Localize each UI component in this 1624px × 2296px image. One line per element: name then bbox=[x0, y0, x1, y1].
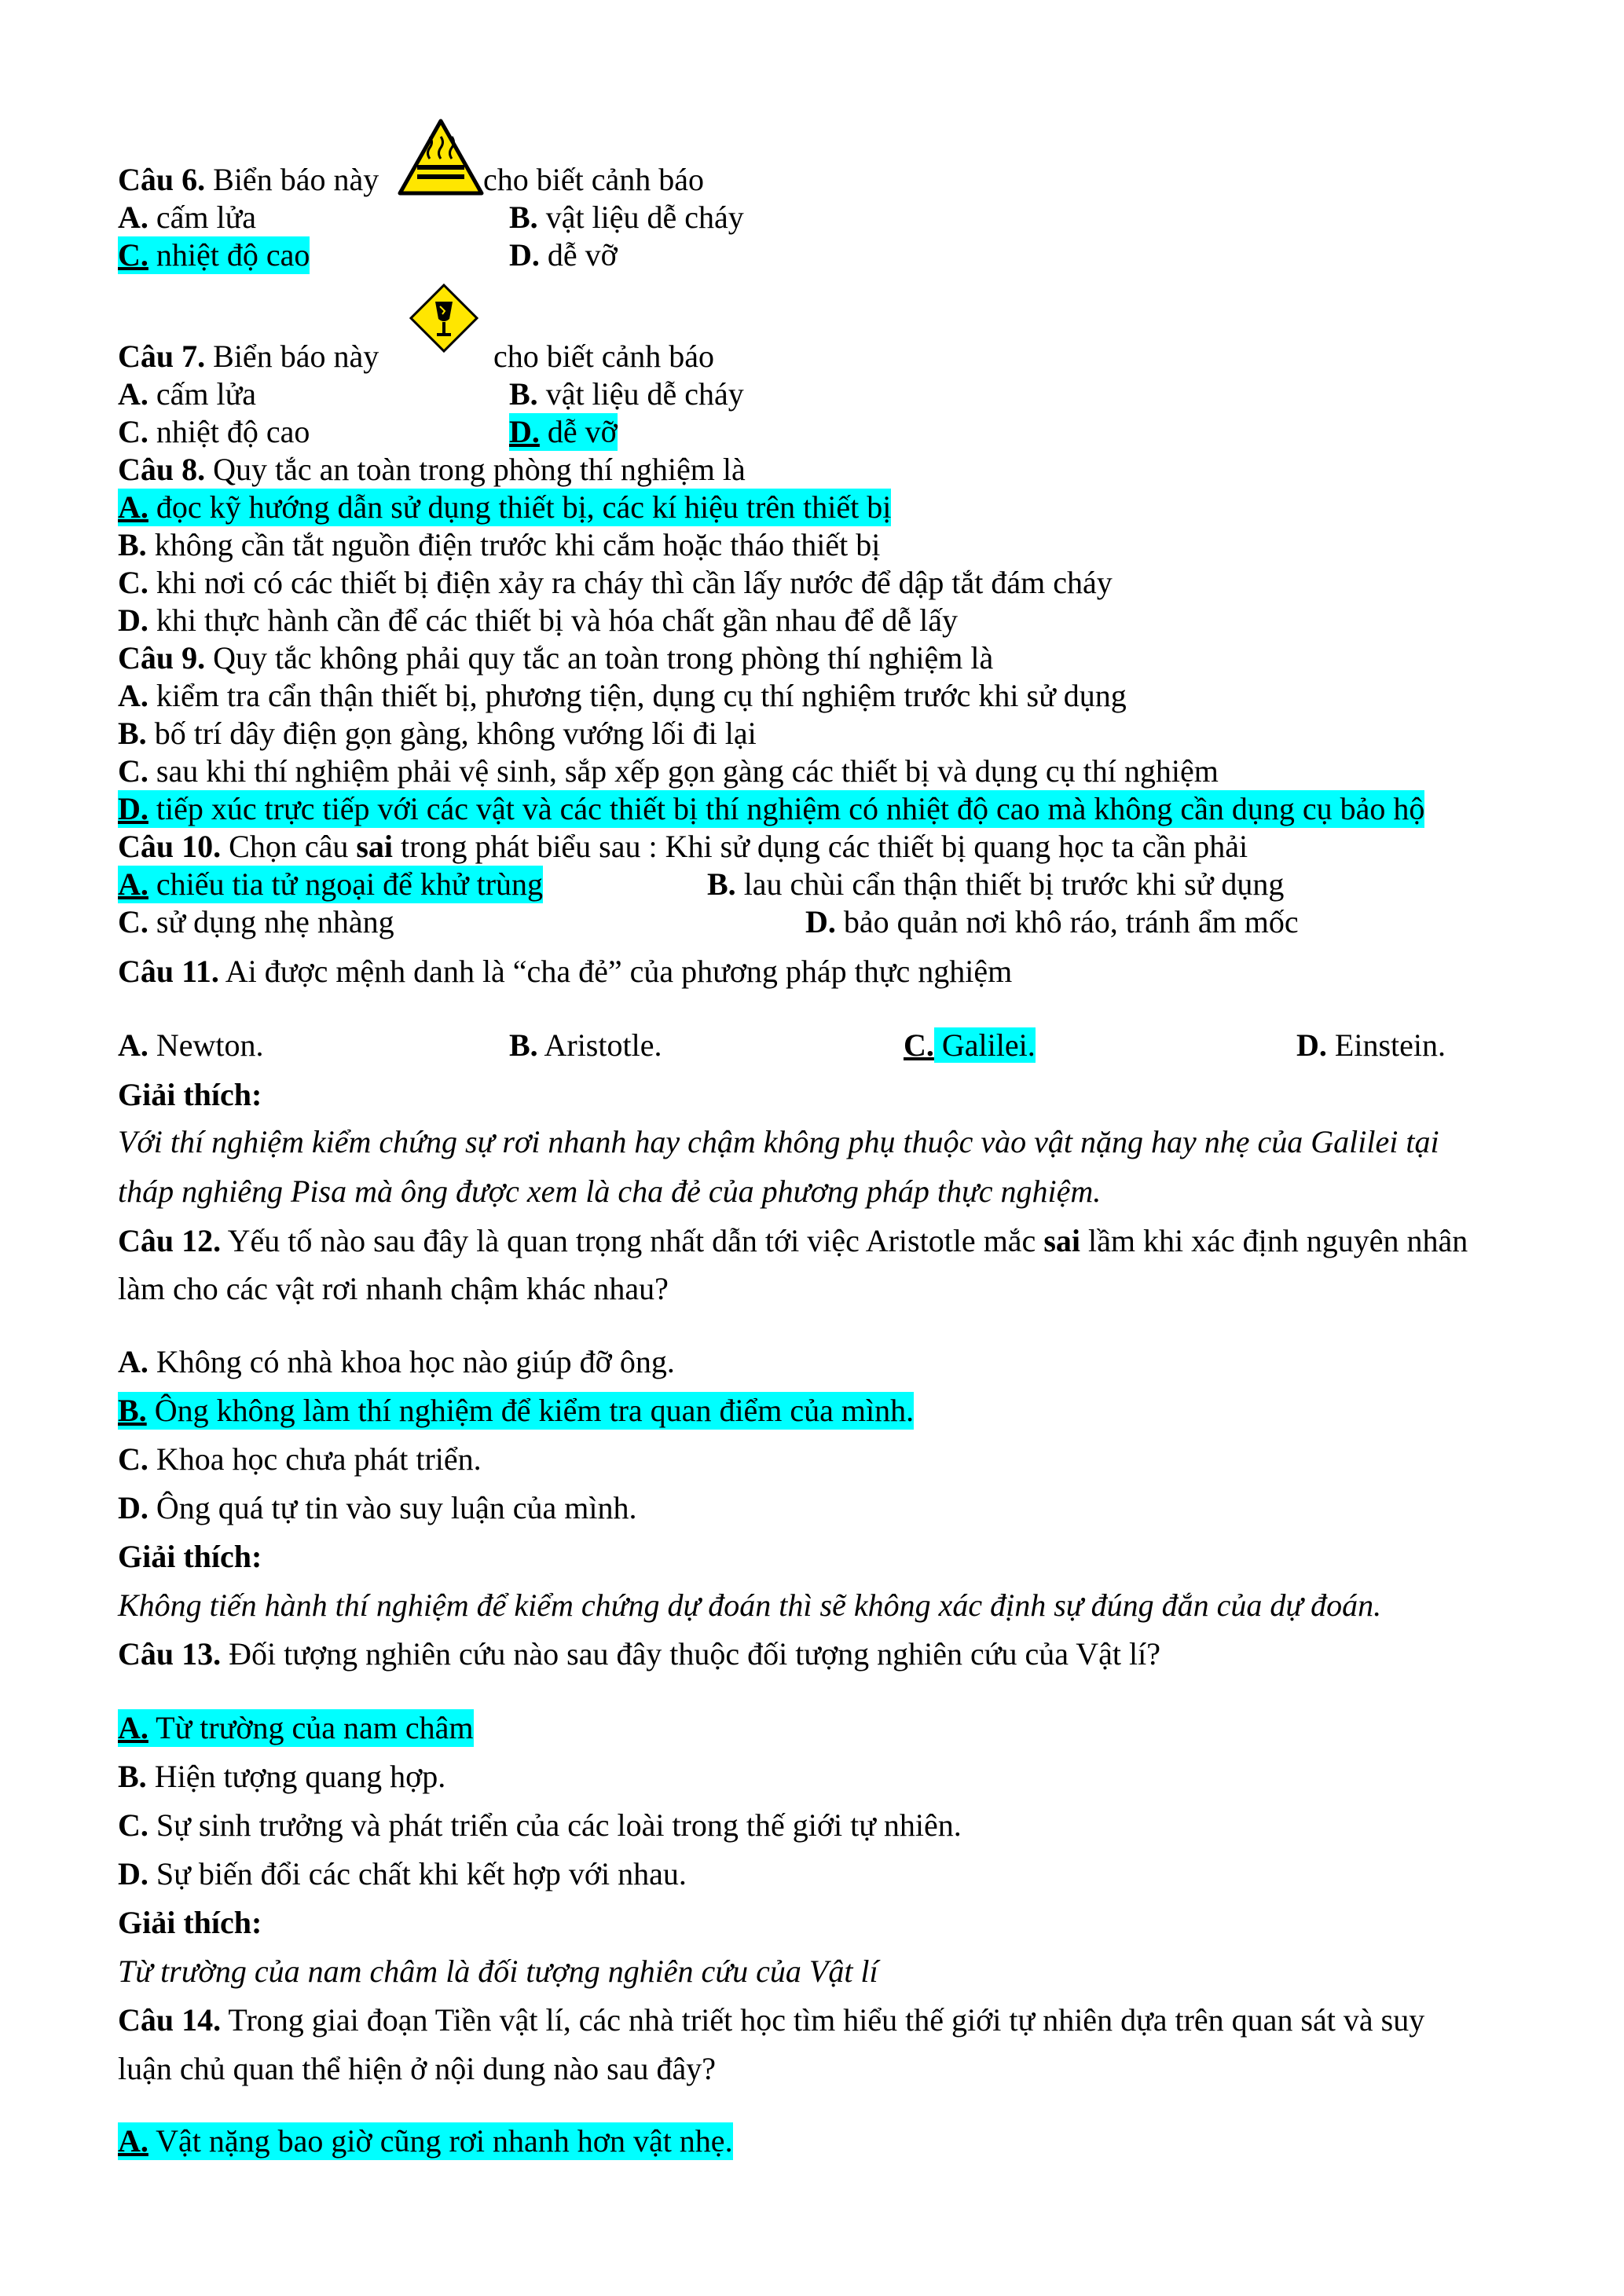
q12-label: Câu 12. bbox=[118, 1223, 222, 1258]
q8-b-text: không cần tắt nguồn điện trước khi cắm hoặc tháo thiết bị bbox=[146, 527, 881, 562]
hot-surface-warning-icon bbox=[397, 118, 485, 196]
q6-d-text: dễ vỡ bbox=[539, 237, 618, 273]
q7-label: Câu 7. bbox=[118, 339, 206, 374]
q6-d-label: D. bbox=[509, 237, 540, 273]
q11-d-label: D. bbox=[1296, 1027, 1327, 1063]
q10-a-label: A. bbox=[118, 866, 148, 902]
q10-option-a-correct bbox=[118, 866, 543, 903]
q12-c-label: C. bbox=[118, 1441, 148, 1477]
q7-b-text: vật liệu dễ cháy bbox=[537, 376, 744, 412]
q12-stem-text-2: lầm khi xác định nguyên nhân bbox=[1080, 1223, 1468, 1258]
q8-option-d bbox=[118, 602, 958, 639]
q7-stem bbox=[118, 338, 379, 375]
q7-d-text: dễ vỡ bbox=[539, 414, 618, 449]
q12-explain-label bbox=[118, 1538, 262, 1576]
q13-explain-line-1: Từ trường của nam châm là đối tượng nghiên cứu của Vật lí bbox=[118, 1954, 878, 1989]
q14-a-label: A. bbox=[118, 2123, 148, 2159]
q11-explain-line-2: tháp nghiêng Pisa mà ông được xem là cha đẻ của phương pháp thực nghiệm. bbox=[118, 1174, 1102, 1209]
q9-option-d-correct bbox=[118, 790, 1424, 828]
q6-option-c-correct bbox=[118, 236, 310, 274]
q14-stem-line-2: luận chủ quan thể hiện ở nội dung nào sau đây? bbox=[118, 2051, 716, 2086]
q10-option-b bbox=[707, 866, 1284, 903]
q9-d-label: D. bbox=[118, 791, 148, 826]
q9-b-label: B. bbox=[118, 716, 147, 751]
q14-stem bbox=[118, 2001, 1424, 2039]
q14-a-text: Vật nặng bao giờ cũng rơi nhanh hơn vật nhẹ. bbox=[148, 2123, 733, 2159]
q9-c-text: sau khi thí nghiệm phải vệ sinh, sắp xếp gọn gàng các thiết bị và dụng cụ thí nghiệm bbox=[148, 753, 1219, 789]
q11-stem-text: Ai được mệnh danh là “cha đẻ” của phương pháp thực nghiệm bbox=[218, 954, 1013, 989]
q10-b-label: B. bbox=[707, 866, 736, 902]
q9-label: Câu 9. bbox=[118, 640, 206, 676]
q8-d-text: khi thực hành cần để các thiết bị và hóa chất gần nhau để dễ lấy bbox=[148, 602, 959, 638]
q13-explain-label-text: Giải thích: bbox=[118, 1905, 262, 1940]
q12-d-text: Ông quá tự tin vào suy luận của mình. bbox=[148, 1490, 637, 1525]
q6-b-label: B. bbox=[509, 200, 538, 235]
q13-a-text: Từ trường của nam châm bbox=[148, 1710, 474, 1745]
q12-a-label: A. bbox=[118, 1344, 148, 1379]
q12-stem bbox=[118, 1222, 1468, 1260]
q8-option-c bbox=[118, 564, 1113, 602]
q11-b-label: B. bbox=[509, 1027, 538, 1063]
q9-stem bbox=[118, 639, 993, 677]
q8-a-text: đọc kỹ hướng dẫn sử dụng thiết bị, các kí hiệu trên thiết bị bbox=[148, 489, 892, 525]
q11-a-text: Newton. bbox=[148, 1027, 264, 1063]
q7-b-label: B. bbox=[509, 376, 538, 412]
q13-option-b bbox=[118, 1758, 445, 1796]
q9-d-text: tiếp xúc trực tiếp với các vật và các thiết bị thí nghiệm có nhiệt độ cao mà không cần dụng cụ bảo hộ bbox=[148, 791, 1425, 826]
q7-option-b bbox=[509, 375, 744, 413]
q7-option-a bbox=[118, 375, 256, 413]
fragile-glass-warning-icon bbox=[409, 283, 479, 353]
q10-label: Câu 10. bbox=[118, 829, 222, 864]
q11-a-label: A. bbox=[118, 1027, 148, 1063]
q7-option-d-correct bbox=[509, 413, 618, 451]
q9-option-b bbox=[118, 715, 757, 753]
q8-stem-text: Quy tắc an toàn trong phòng thí nghiệm là bbox=[205, 452, 746, 487]
q11-explain-label-text: Giải thích: bbox=[118, 1077, 262, 1112]
q7-c-text: nhiệt độ cao bbox=[148, 414, 310, 449]
q13-option-c bbox=[118, 1807, 962, 1844]
q13-stem bbox=[118, 1635, 1160, 1673]
q11-c-label: C. bbox=[904, 1027, 934, 1063]
q10-stem-bold: sai bbox=[356, 829, 394, 864]
q7-a-label: A. bbox=[118, 376, 148, 412]
q11-explain-line-1: Với thí nghiệm kiểm chứng sự rơi nhanh hay chậm không phụ thuộc vào vật nặng hay nhẹ của Galilei tại bbox=[118, 1124, 1439, 1159]
q9-option-a bbox=[118, 677, 1127, 715]
q8-c-text: khi nơi có các thiết bị điện xảy ra cháy thì cần lấy nước để dập tắt đám cháy bbox=[148, 565, 1113, 600]
q11-c-text: Galilei. bbox=[933, 1027, 1036, 1063]
q10-c-label: C. bbox=[118, 904, 148, 939]
q11-option-b bbox=[509, 1027, 662, 1064]
q10-option-d bbox=[805, 903, 1299, 941]
q10-b-text: lau chùi cẩn thận thiết bị trước khi sử dụng bbox=[735, 866, 1285, 902]
q12-b-label: B. bbox=[118, 1393, 147, 1428]
q11-b-text: Aristotle. bbox=[537, 1027, 662, 1063]
q13-a-label: A. bbox=[118, 1710, 148, 1745]
q12-d-label: D. bbox=[118, 1490, 148, 1525]
q7-option-c bbox=[118, 413, 310, 451]
q11-stem bbox=[118, 953, 1012, 991]
q6-option-a bbox=[118, 199, 256, 236]
q13-c-label: C. bbox=[118, 1807, 148, 1843]
q6-option-d bbox=[509, 236, 618, 274]
q6-stem-text: Biển báo này bbox=[205, 162, 379, 197]
q13-b-text: Hiện tượng quang hợp. bbox=[146, 1759, 446, 1794]
q11-label: Câu 11. bbox=[118, 954, 219, 989]
q13-label: Câu 13. bbox=[118, 1636, 222, 1672]
q7-stem-text: Biển báo này bbox=[205, 339, 379, 374]
q13-b-label: B. bbox=[118, 1759, 147, 1794]
q6-c-text: nhiệt độ cao bbox=[148, 237, 310, 273]
q10-stem-text-1: Chọn câu bbox=[221, 829, 357, 864]
q12-explain-line-1: Không tiến hành thí nghiệm để kiểm chứng dự đoán thì sẽ không xác định sự đúng đắn của dự đoán. bbox=[118, 1587, 1382, 1623]
q12-explain-label-text: Giải thích: bbox=[118, 1539, 262, 1574]
q8-label: Câu 8. bbox=[118, 452, 206, 487]
q6-b-text: vật liệu dễ cháy bbox=[537, 200, 744, 235]
q8-option-b bbox=[118, 526, 880, 564]
q6-a-label: A. bbox=[118, 200, 148, 235]
q9-b-text: bố trí dây điện gọn gàng, không vướng lối đi lại bbox=[146, 716, 757, 751]
q13-c-text: Sự sinh trưởng và phát triển của các loài trong thế giới tự nhiên. bbox=[148, 1807, 962, 1843]
q8-a-label: A. bbox=[118, 489, 148, 525]
q13-explain-label bbox=[118, 1904, 262, 1942]
q9-option-c bbox=[118, 753, 1219, 790]
q14-option-a-correct bbox=[118, 2122, 733, 2160]
q14-label: Câu 14. bbox=[118, 2002, 222, 2038]
q13-option-a-correct bbox=[118, 1709, 474, 1747]
q6-a-text: cấm lửa bbox=[148, 200, 257, 235]
q12-stem-bold: sai bbox=[1043, 1223, 1080, 1258]
q9-c-label: C. bbox=[118, 753, 148, 789]
q12-option-c bbox=[118, 1441, 482, 1478]
q11-explain-label bbox=[118, 1076, 262, 1114]
q14-stem-text-1: Trong giai đoạn Tiền vật lí, các nhà triết học tìm hiểu thế giới tự nhiên dựa trên quan sát và suy bbox=[221, 2002, 1425, 2038]
q12-option-d bbox=[118, 1489, 636, 1527]
q10-c-text: sử dụng nhẹ nhàng bbox=[148, 904, 394, 939]
q11-d-text: Einstein. bbox=[1326, 1027, 1446, 1063]
q10-d-text: bảo quản nơi khô ráo, tránh ẩm mốc bbox=[835, 904, 1299, 939]
q6-label: Câu 6. bbox=[118, 162, 206, 197]
q6-c-label: C. bbox=[118, 237, 148, 273]
q6-stem bbox=[118, 161, 379, 199]
q8-c-label: C. bbox=[118, 565, 148, 600]
q13-d-label: D. bbox=[118, 1856, 148, 1891]
q13-d-text: Sự biến đổi các chất khi kết hợp với nhau. bbox=[148, 1856, 687, 1891]
q7-d-label: D. bbox=[509, 414, 540, 449]
q8-d-label: D. bbox=[118, 602, 148, 638]
q12-option-b-correct bbox=[118, 1392, 914, 1430]
q7-c-label: C. bbox=[118, 414, 148, 449]
q6-option-b bbox=[509, 199, 744, 236]
q12-a-text: Không có nhà khoa học nào giúp đỡ ông. bbox=[148, 1344, 675, 1379]
q12-option-a bbox=[118, 1343, 675, 1381]
q7-a-text: cấm lửa bbox=[148, 376, 257, 412]
q12-b-text: Ông không làm thí nghiệm để kiểm tra quan điểm của mình. bbox=[146, 1393, 915, 1428]
q8-b-label: B. bbox=[118, 527, 147, 562]
q10-option-c bbox=[118, 903, 394, 941]
q12-c-text: Khoa học chưa phát triển. bbox=[148, 1441, 482, 1477]
q7-stem-after: cho biết cảnh báo bbox=[493, 339, 714, 374]
q9-stem-text: Quy tắc không phải quy tắc an toàn trong phòng thí nghiệm là bbox=[205, 640, 994, 676]
q11-option-a bbox=[118, 1027, 264, 1064]
q13-option-d bbox=[118, 1855, 687, 1893]
q9-a-label: A. bbox=[118, 678, 148, 713]
q10-stem-text-2: trong phát biểu sau : Khi sử dụng các thiết bị quang học ta cần phải bbox=[393, 829, 1248, 864]
q13-stem-text: Đối tượng nghiên cứu nào sau đây thuộc đối tượng nghiên cứu của Vật lí? bbox=[221, 1636, 1160, 1672]
q8-option-a-correct bbox=[118, 489, 891, 526]
q10-d-label: D. bbox=[805, 904, 836, 939]
q11-option-d bbox=[1296, 1027, 1446, 1064]
q6-stem-after: cho biết cảnh báo bbox=[483, 162, 704, 197]
q8-stem bbox=[118, 451, 746, 489]
q10-a-text: chiếu tia tử ngoại để khử trùng bbox=[148, 866, 544, 902]
q12-stem-line-2: làm cho các vật rơi nhanh chậm khác nhau? bbox=[118, 1271, 669, 1306]
q11-option-c-correct bbox=[904, 1027, 1036, 1064]
q9-a-text: kiểm tra cẩn thận thiết bị, phương tiện, dụng cụ thí nghiệm trước khi sử dụng bbox=[148, 678, 1127, 713]
q12-stem-text-1: Yếu tố nào sau đây là quan trọng nhất dẫn tới việc Aristotle mắc bbox=[221, 1223, 1044, 1258]
q10-stem bbox=[118, 828, 1248, 866]
